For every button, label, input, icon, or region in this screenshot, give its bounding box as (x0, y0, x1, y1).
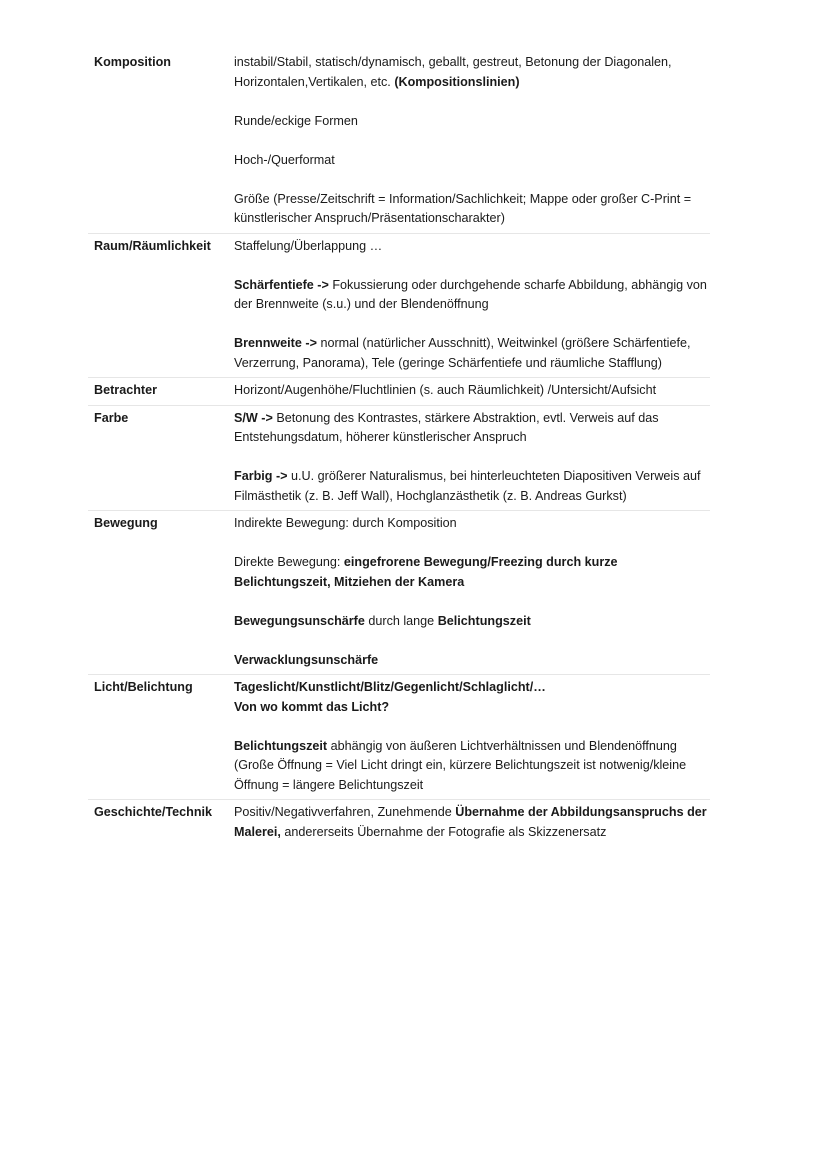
row-label: Farbe (94, 410, 129, 425)
paragraph (234, 334, 710, 373)
paragraph (234, 737, 710, 796)
bold-text: Tageslicht/Kunstlicht/Blitz/Gegenlicht/Schlaglicht/… (234, 680, 546, 694)
criteria-table (88, 50, 710, 846)
bold-text: Belichtungszeit (234, 738, 328, 753)
paragraph (234, 112, 710, 132)
text: Betonung des Kontrastes, stärkere Abstraktion, evtl. Verweis auf das Entstehungsdatum, höherer künstlerischer Anspruch (234, 410, 659, 444)
paragraph (234, 237, 710, 257)
paragraph (234, 651, 710, 671)
bold-text: Farbig -> (234, 469, 292, 483)
row-label: Komposition (94, 55, 171, 69)
row-content (234, 409, 710, 507)
table-row-farbe (88, 406, 710, 512)
text: Staffelung/Überlappung … (234, 238, 383, 253)
row-content (234, 803, 710, 842)
table-row-licht-belichtung (88, 675, 710, 800)
paragraph (234, 467, 710, 506)
bold-text: S/W -> (234, 410, 277, 425)
row-label: Betrachter (94, 383, 157, 397)
paragraph (234, 276, 710, 315)
row-label: Geschichte/Technik (94, 805, 213, 819)
paragraph (234, 151, 710, 171)
text: u.U. größerer Naturalismus, bei hinterleuchteten Diapositiven Verweis auf Filmästhetik (z. B. Jeff Wall), Hochglanzästhetik (z. B. Andreas Gurkst) (234, 469, 701, 503)
row-content (234, 514, 710, 670)
bold-text: Brennweite -> (234, 336, 321, 350)
row-label: Raum/Räumlichkeit (94, 238, 211, 253)
row-content (234, 678, 710, 795)
paragraph (234, 409, 710, 448)
paragraph (234, 803, 710, 842)
row-content (234, 381, 710, 401)
table-row-geschichte-technik (88, 800, 710, 846)
bold-text: eingefrorene Bewegung/Freezing durch kurze Belichtungszeit, Mitziehen der Kamera (234, 555, 618, 589)
text: Runde/eckige Formen (234, 113, 358, 128)
table-row-raum-raeumlichkeit (88, 234, 710, 379)
text: Positiv/Negativverfahren, Zunehmende (234, 805, 456, 819)
paragraph (234, 53, 710, 92)
text: Direkte Bewegung: (234, 555, 344, 569)
text: Horizont/Augenhöhe/Fluchtlinien (s. auch Räumlichkeit) /Untersicht/Aufsicht (234, 383, 657, 397)
paragraph (234, 612, 710, 632)
bold-text: Verwacklungsunschärfe (234, 652, 379, 667)
bold-text: Belichtungszeit (437, 613, 531, 628)
paragraph (234, 381, 710, 401)
text: durch lange (364, 613, 438, 628)
row-content (234, 237, 710, 374)
bold-text: Schärfentiefe -> (234, 277, 333, 292)
text: Indirekte Bewegung: durch Komposition (234, 516, 457, 530)
bold-text: Bewegungsunschärfe (234, 613, 365, 628)
text: abhängig von äußeren Lichtverhältnissen und Blendenöffnung (Große Öffnung = Viel Licht dringt ein, kürzere Belichtungszeit ist notwenig/kleine Öffnung = längere Belichtungszeit (234, 738, 687, 792)
paragraph (234, 553, 710, 592)
text: Größe (Presse/Zeitschrift = Information/Sachlichkeit; Mappe oder großer C-Print = künstlerischer Anspruch/Präsentationscharakter) (234, 191, 692, 225)
row-label: Bewegung (94, 516, 158, 530)
paragraph (234, 678, 710, 717)
table-row-bewegung (88, 511, 710, 675)
text: andererseits Übernahme der Fotografie als Skizzenersatz (280, 824, 607, 839)
bold-text: Von wo kommt das Licht? (234, 699, 390, 714)
paragraph (234, 514, 710, 534)
text: Fokussierung oder durchgehende scharfe Abbildung, abhängig von der Brennweite (s.u.) und der Blendenöffnung (234, 277, 707, 311)
text: normal (natürlicher Ausschnitt), Weitwinkel (größere Schärfentiefe, Verzerrung, Panorama), Tele (geringe Schärfentiefe und räumliche Stafflung) (234, 336, 691, 370)
table-row-komposition (88, 50, 710, 234)
bold-text: Übernahme der Abbildungsanspruchs der Malerei, (234, 805, 707, 839)
bold-text: (Kompositionslinien) (394, 74, 520, 89)
row-label: Licht/Belichtung (94, 680, 193, 694)
paragraph (234, 190, 710, 229)
row-content (234, 53, 710, 229)
table-row-betrachter (88, 378, 710, 406)
text: Hoch-/Querformat (234, 152, 335, 167)
text: instabil/Stabil, statisch/dynamisch, geballt, gestreut, Betonung der Diagonalen, Horizontalen,Vertikalen, etc. (234, 55, 672, 89)
